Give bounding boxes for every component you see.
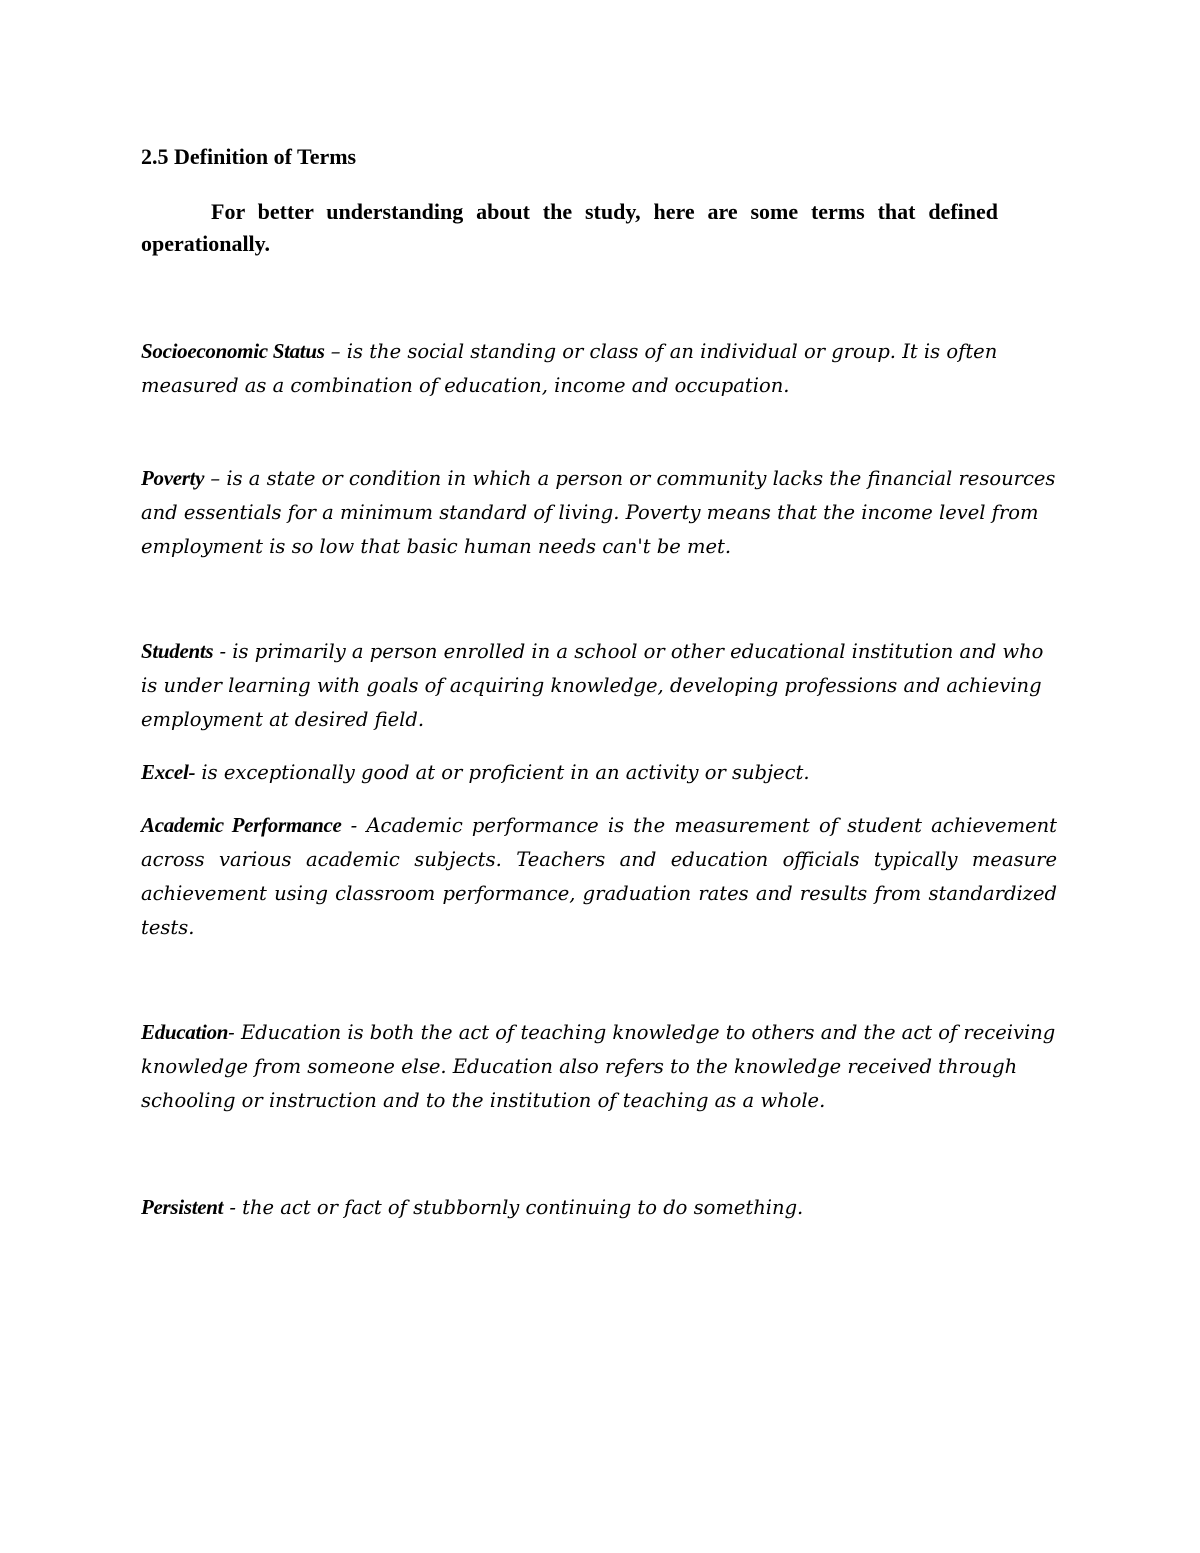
term-label: Persistent bbox=[141, 1195, 224, 1219]
intro-paragraph: For better understanding about the study, here are some terms that defined operationally. bbox=[141, 199, 998, 256]
term-definition: - Academic performance is the measurement of student achievement across various academic subjects. Teachers and education officials typically measure achievement using classroom performance, graduation rates and results from standardized tests. bbox=[141, 814, 1058, 939]
term-label: Education bbox=[141, 1020, 229, 1044]
term-definition: – is the social standing or class of an individual or group. It is often measured as a combination of education, income and occupation. bbox=[141, 340, 998, 397]
section-heading: 2.5 Definition of Terms bbox=[141, 144, 357, 169]
term-definition: – is a state or condition in which a person or community lacks the financial resources and essentials for a minimum standard of living. Poverty means that the income level from employment is so low that basic human needs can't be met. bbox=[141, 467, 1056, 558]
term-excel bbox=[141, 755, 1057, 790]
term-label: Students bbox=[141, 639, 214, 663]
term-persistent bbox=[141, 1190, 1057, 1225]
term-label: Academic Performance bbox=[141, 813, 342, 837]
term-definition: - the act or fact of stubbornly continuing to do something. bbox=[223, 1196, 804, 1219]
term-definition: - Education is both the act of teaching knowledge to others and the act of receiving knowledge from someone else. Education also refers to the knowledge received through schooling or instruction and to the institution of teaching as a whole. bbox=[141, 1021, 1056, 1112]
term-label: Socioeconomic Status bbox=[141, 339, 325, 363]
term-education bbox=[141, 1015, 1057, 1118]
term-students bbox=[141, 634, 1057, 737]
term-socioeconomic-status bbox=[141, 334, 1057, 403]
term-definition: is exceptionally good at or proficient in an activity or subject. bbox=[195, 761, 810, 784]
term-academic-performance bbox=[141, 808, 1057, 945]
term-label: Excel- bbox=[141, 760, 196, 784]
term-definition: - is primarily a person enrolled in a school or other educational institution and who is under learning with goals of acquiring knowledge, developing professions and achieving employment at desired field. bbox=[141, 640, 1044, 731]
term-poverty bbox=[141, 461, 1057, 564]
term-label: Poverty bbox=[141, 466, 205, 490]
